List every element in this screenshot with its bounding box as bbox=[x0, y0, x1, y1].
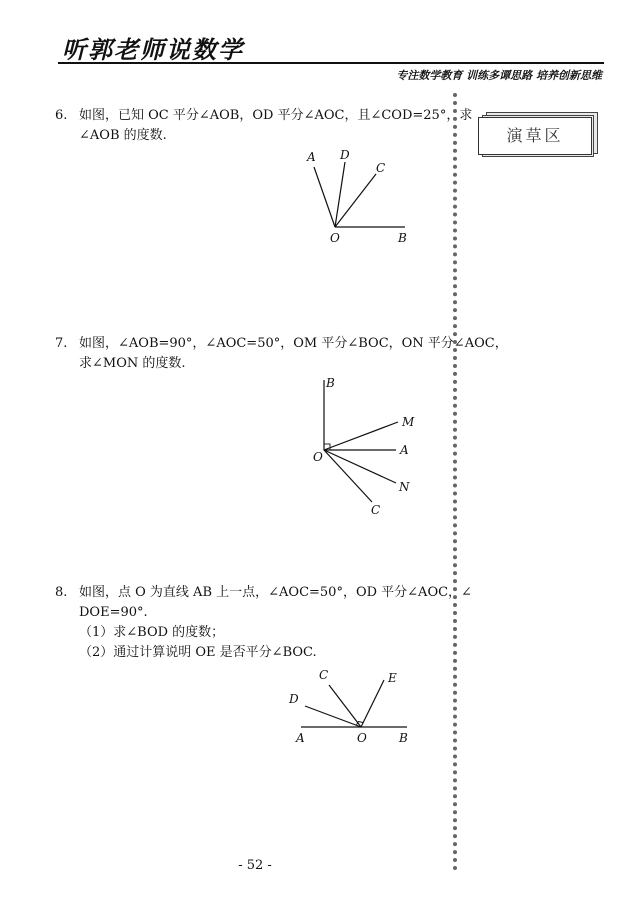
page-number: - 52 - bbox=[238, 858, 272, 873]
question-8 bbox=[55, 583, 472, 663]
question-7-line-1: 7. 如图，∠AOB=90°，∠AOC=50°，OM 平分∠BOC，ON 平分∠AOC， bbox=[55, 334, 451, 354]
label-a: A bbox=[296, 731, 305, 745]
label-d: D bbox=[340, 148, 350, 162]
ray-om bbox=[324, 422, 398, 450]
header-title: 听郭老师说数学 bbox=[62, 36, 244, 64]
ray-oc bbox=[324, 450, 372, 502]
question-7 bbox=[55, 334, 508, 374]
figure-6 bbox=[300, 145, 420, 245]
header-slogan: 专注数学教育 训练多谭思路 培养创新思维 bbox=[396, 69, 602, 82]
label-m: M bbox=[402, 415, 415, 429]
label-e: E bbox=[388, 671, 397, 685]
ray-oe bbox=[361, 680, 384, 727]
header-rule bbox=[58, 62, 604, 64]
label-b: B bbox=[326, 376, 335, 390]
draft-area-label bbox=[478, 112, 596, 162]
ray-oa bbox=[314, 167, 335, 227]
question-6-number: 6. bbox=[55, 108, 68, 123]
label-c: C bbox=[376, 161, 386, 175]
figure-8 bbox=[285, 665, 425, 750]
ray-on bbox=[324, 450, 396, 483]
ray-od bbox=[335, 162, 345, 227]
question-8-part-2: （2）通过计算说明 OE 是否平分∠BOC. bbox=[79, 645, 317, 660]
label-o: O bbox=[313, 450, 323, 464]
label-b: B bbox=[398, 231, 407, 245]
label-a: A bbox=[400, 443, 409, 457]
label-d: D bbox=[289, 692, 299, 706]
label-a: A bbox=[307, 150, 316, 164]
question-7-number: 7. bbox=[55, 336, 68, 351]
question-6-line-2: ∠AOB 的度数. bbox=[79, 128, 167, 143]
dotted-divider bbox=[453, 93, 457, 871]
label-c: C bbox=[371, 503, 381, 517]
draft-label: 演草区 bbox=[478, 117, 592, 155]
question-8-line-1: 8. 如图，点 O 为直线 AB 上一点，∠AOC=50°，OD 平分∠AOC，∠ bbox=[55, 583, 451, 603]
label-c: C bbox=[319, 668, 329, 682]
ray-oc bbox=[335, 174, 376, 227]
question-6 bbox=[55, 106, 473, 146]
label-n: N bbox=[399, 480, 410, 494]
figure-7 bbox=[305, 372, 425, 522]
question-8-number: 8. bbox=[55, 585, 68, 600]
question-6-line-1: 6. 如图，已知 OC 平分∠AOB，OD 平分∠AOC，且∠COD=25°，求 bbox=[55, 106, 451, 126]
question-8-part-1: （1）求∠BOD 的度数； bbox=[79, 625, 225, 640]
label-o: O bbox=[357, 731, 367, 745]
label-b: B bbox=[399, 731, 408, 745]
label-o: O bbox=[330, 231, 340, 245]
question-8-line-2: DOE=90°. bbox=[79, 605, 148, 620]
question-7-line-2: 求∠MON 的度数. bbox=[79, 356, 186, 371]
